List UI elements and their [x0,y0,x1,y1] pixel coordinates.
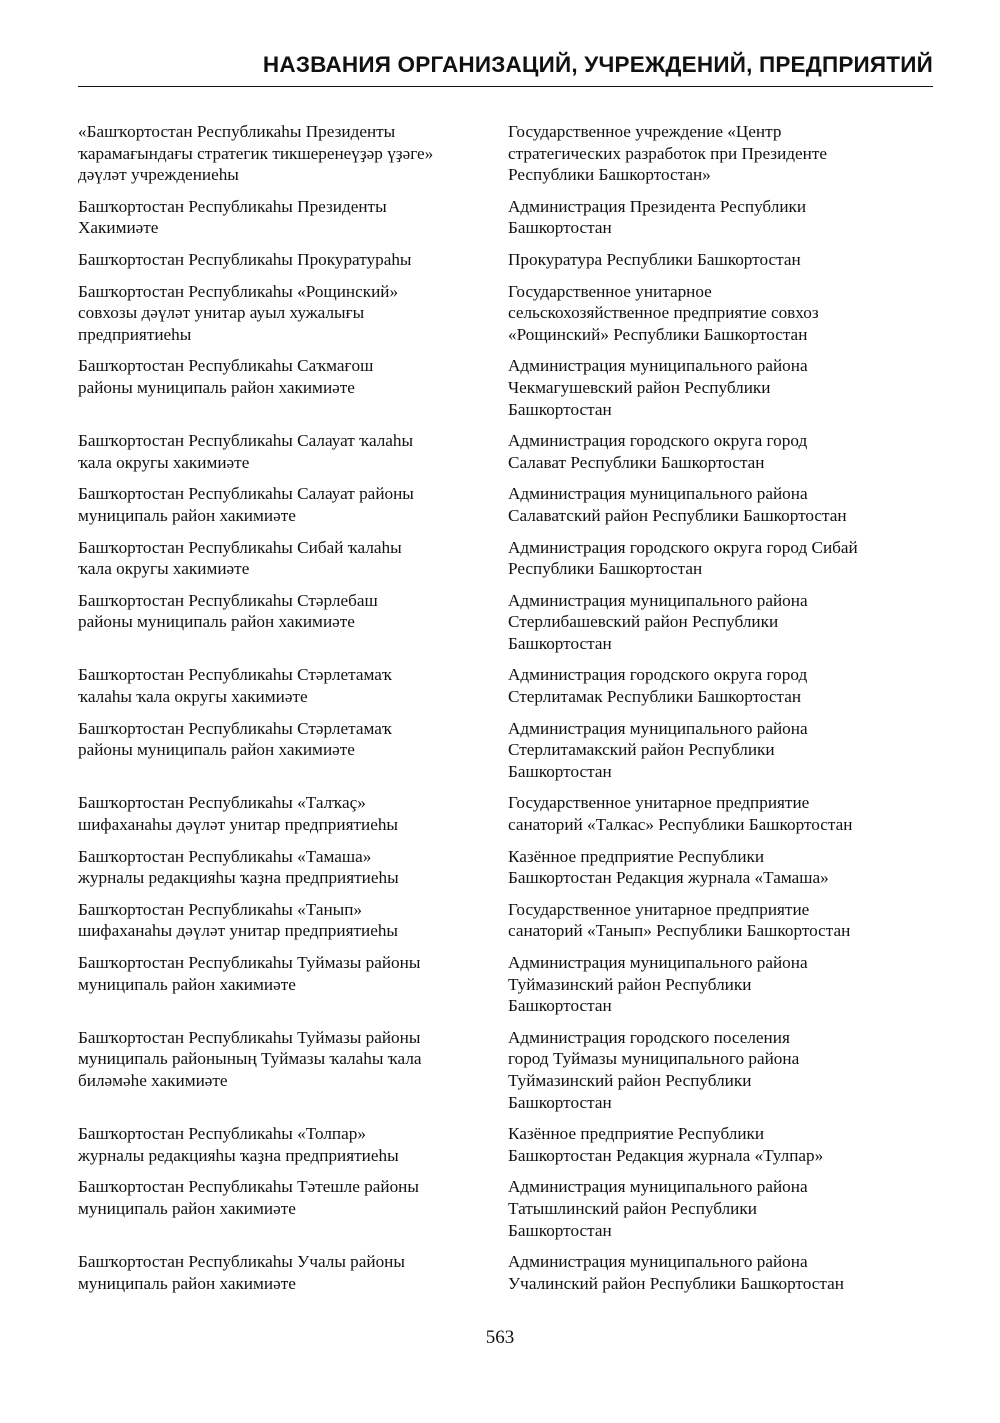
entry-row [78,1027,933,1113]
entry-russian-name: Администрация муниципального района Учалинский район Республики Башкортостан [508,1252,844,1293]
entry-russian-name: Государственное учреждение «Центр стратегических разработок при Президенте Республики Башкортостан» [508,122,827,185]
entry-russian-name: Администрация городского поселения город Туймазы муниципального района Туймазинский район Республики Башкортостан [508,1027,800,1112]
entry-row [78,590,933,655]
entry-russian-name: Администрация муниципального района Татышлинский район Республики Башкортостан [508,1177,808,1240]
entry-row [78,121,933,186]
entry-row [78,537,933,580]
entry-row [78,846,933,889]
entry-row [78,1123,933,1166]
entry-bashkir-name: Башҡортостан Республикаһы Тәтешле районы муниципаль район хакимиәте [78,1177,419,1218]
entry-row [78,1251,933,1294]
entry-bashkir-name: Башҡортостан Республикаһы «Танып» шифаханаһы дәүләт унитар предприятиеһы [78,899,398,941]
entry-russian-name: Администрация муниципального района Чекмагушевский район Республики Башкортостан [508,356,808,419]
page-number: 563 [485,1327,515,1348]
entry-russian-name: Прокуратура Республики Башкортостан [508,249,801,269]
entry-bashkir-name: Башҡортостан Республикаһы «Талҡаç» шифаханаһы дәүләт унитар предприятиеһы [78,793,398,835]
entry-russian-name: Государственное унитарное сельскохозяйственное предприятие совхоз «Рощинский» Республики Башкортостан [508,281,819,344]
entry-bashkir-name: Башҡортостан Республикаһы Сибай ҡалаһы ҡала округы хакимиәте [78,537,402,579]
entry-bashkir-name: Башҡортостан Республикаһы Саҡмағош районы муниципаль район хакимиәте [78,356,374,397]
entry-bashkir-name: Башҡортостан Республикаһы Президенты Хакимиәте [78,196,387,238]
entry-bashkir-name: Башҡортостан Республикаһы Прокуратураһы [78,249,412,269]
entry-russian-name: Казённое предприятие Республики Башкортостан Редакция журнала «Тулпар» [508,1124,824,1165]
entry-russian-name: Администрация муниципального района Салаватский район Республики Башкортостан [508,484,847,525]
entry-bashkir-name: Башҡортостан Республикаһы «Рощинский» совхозы дәүләт унитар ауыл хужалығы предприятиеһы [78,281,399,344]
entry-bashkir-name: Башҡортостан Республикаһы Салауат ҡалаһы ҡала округы хакимиәте [78,431,414,472]
entry-row [78,355,933,420]
entry-row [78,1176,933,1241]
entry-russian-name: Администрация муниципального района Стерлибашевский район Республики Башкортостан [508,590,808,653]
entry-bashkir-name: Башҡортостан Республикаһы Туймазы районы муниципаль район хакимиәте [78,953,421,994]
entry-russian-name: Государственное унитарное предприятие санаторий «Танып» Республики Башкортостан [508,899,851,941]
header-rule [78,86,933,87]
entry-russian-name: Администрация муниципального района Туймазинский район Республики Башкортостан [508,953,808,1016]
entry-row [78,664,933,707]
entry-russian-name: Администрация муниципального района Стерлитамакский район Республики Башкортостан [508,718,808,781]
entry-bashkir-name: Башҡортостан Республикаһы Туймазы районы муниципаль районының Туймазы ҡалаһы ҡала биләмәһе хакимиәте [78,1027,422,1090]
page-header-title: НАЗВАНИЯ ОРГАНИЗАЦИЙ, УЧРЕЖДЕНИЙ, ПРЕДПРИЯТИЙ [262,52,933,77]
entry-row [78,483,933,526]
entry-russian-name: Администрация городского округа город Сибай Республики Башкортостан [508,537,858,579]
entry-bashkir-name: Башҡортостан Республикаһы Учалы районы муниципаль район хакимиәте [78,1252,405,1293]
entry-russian-name: Администрация городского округа город Стерлитамак Республики Башкортостан [508,665,808,707]
entry-row [78,899,933,942]
entry-row [78,281,933,346]
entry-russian-name: Казённое предприятие Республики Башкортостан Редакция журнала «Тамаша» [508,846,829,888]
entry-bashkir-name: Башҡортостан Республикаһы Стәрлебаш районы муниципаль район хакимиәте [78,590,378,632]
entry-row [78,952,933,1017]
entry-row [78,196,933,239]
entry-row [78,430,933,473]
entry-bashkir-name: Башҡортостан Республикаһы «Тамаша» журналы редакцияһы ҡаҙна предприятиеһы [78,846,399,888]
entry-bashkir-name: Башҡортостан Республикаһы Стәрлетамаҡ ҡалаһы ҡала округы хакимиәте [78,665,392,707]
entry-russian-name: Государственное унитарное предприятие санаторий «Талкас» Республики Башкортостан [508,793,853,835]
entry-russian-name: Администрация Президента Республики Башкортостан [508,196,807,238]
entries-table [78,121,933,1294]
entry-bashkir-name: Башҡортостан Республикаһы Салауат районы муниципаль район хакимиәте [78,484,414,525]
entry-bashkir-name: «Башҡортостан Республикаһы Президенты ҡарамағындағы стратегик тикшеренеүҙәр үҙәге» дәүләт учреждениеһы [78,122,434,185]
entry-bashkir-name: Башҡортостан Республикаһы «Толпар» журналы редакцияһы ҡаҙна предприятиеһы [78,1124,399,1165]
entry-row [78,249,933,271]
entry-bashkir-name: Башҡортостан Республикаһы Стәрлетамаҡ районы муниципаль район хакимиәте [78,718,392,760]
entry-row [78,718,933,783]
entry-russian-name: Администрация городского округа город Салават Республики Башкортостан [508,431,808,472]
entry-row [78,792,933,835]
